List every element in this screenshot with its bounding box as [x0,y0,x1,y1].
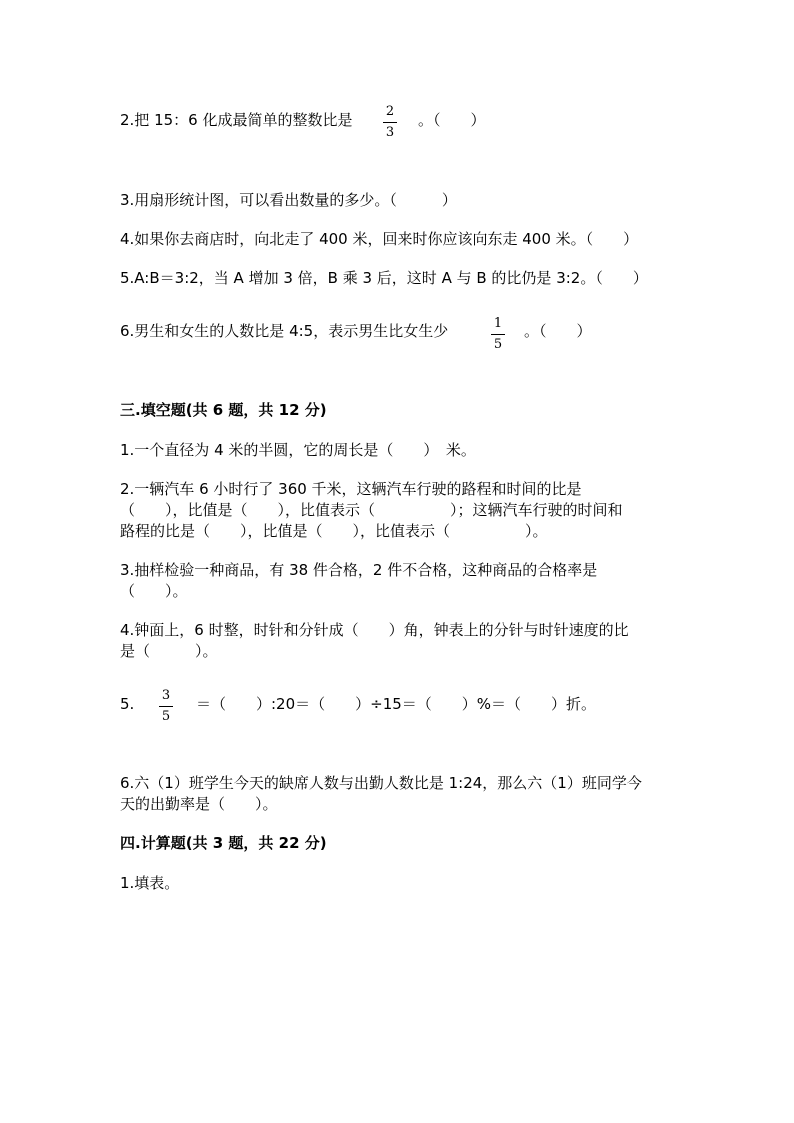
section-heading-fill: 三.填空题(共 6 题，共 12 分) [120,401,327,419]
fraction-numerator: 2 [385,104,395,119]
fill-q5-label: 5. [120,695,135,713]
fill-q2-line2: （ ），比值是（ ），比值表示（ ）；这辆汽车行驶的时间和 [120,501,623,519]
fill-q5-text: ＝（ ）:20＝（ ）÷15＝（ ）%＝（ ）折。 [196,695,597,713]
judge-q6-fraction [490,316,506,353]
judge-q2-answer: 。（ ） [418,111,486,129]
judge-q2-fraction [382,104,398,141]
fraction-bar [383,122,397,123]
fraction-denominator: 5 [493,337,503,352]
fill-q1: 1.一个直径为 4 米的半圆，它的周长是（ ） 米。 [120,441,476,459]
judge-q2-text: 2.把 15：6 化成最简单的整数比是 [120,111,353,129]
fraction-numerator: 3 [161,688,171,703]
judge-q6-answer: 。（ ） [524,322,592,340]
fill-q3-line2: （ ）。 [120,582,188,600]
fraction-numerator: 1 [493,316,503,331]
fill-q2-line3: 路程的比是（ ），比值是（ ），比值表示（ ）。 [120,522,548,540]
judge-q6-text: 6.男生和女生的人数比是 4:5，表示男生比女生少 [120,322,449,340]
fraction-bar [491,334,505,335]
judge-q3: 3.用扇形统计图，可以看出数量的多少。（ ） [120,191,457,209]
fraction-denominator: 5 [161,709,171,724]
fill-q4-line2: 是（ ）。 [120,642,218,660]
fill-q3-line1: 3.抽样检验一种商品，有 38 件合格，2 件不合格，这种商品的合格率是 [120,561,598,579]
fill-q5-fraction [158,688,174,725]
judge-q6 [120,321,448,341]
calc-q1: 1.填表。 [120,874,180,892]
judge-q4: 4.如果你去商店时，向北走了 400 米，回来时你应该向东走 400 米。（ ） [120,230,639,248]
fraction-bar [159,706,173,707]
fill-q2-line1: 2.一辆汽车 6 小时行了 360 千米，这辆汽车行驶的路程和时间的比是 [120,480,582,498]
fill-q6-line1: 6.六（1）班学生今天的缺席人数与出勤人数比是 1:24，那么六（1）班同学今 [120,774,642,792]
judge-q2 [120,110,352,130]
fill-q4-line1: 4.钟面上，6 时整，时针和分针成（ ）角，钟表上的分针与时针速度的比 [120,621,629,639]
fraction-denominator: 3 [385,125,395,140]
section-heading-calc: 四.计算题(共 3 题，共 22 分) [120,834,327,852]
judge-q5: 5.A:B＝3:2，当 A 增加 3 倍，B 乘 3 后，这时 A 与 B 的比仍是 3:2。（ ） [120,269,648,287]
fill-q6-line2: 天的出勤率是（ ）。 [120,795,278,813]
